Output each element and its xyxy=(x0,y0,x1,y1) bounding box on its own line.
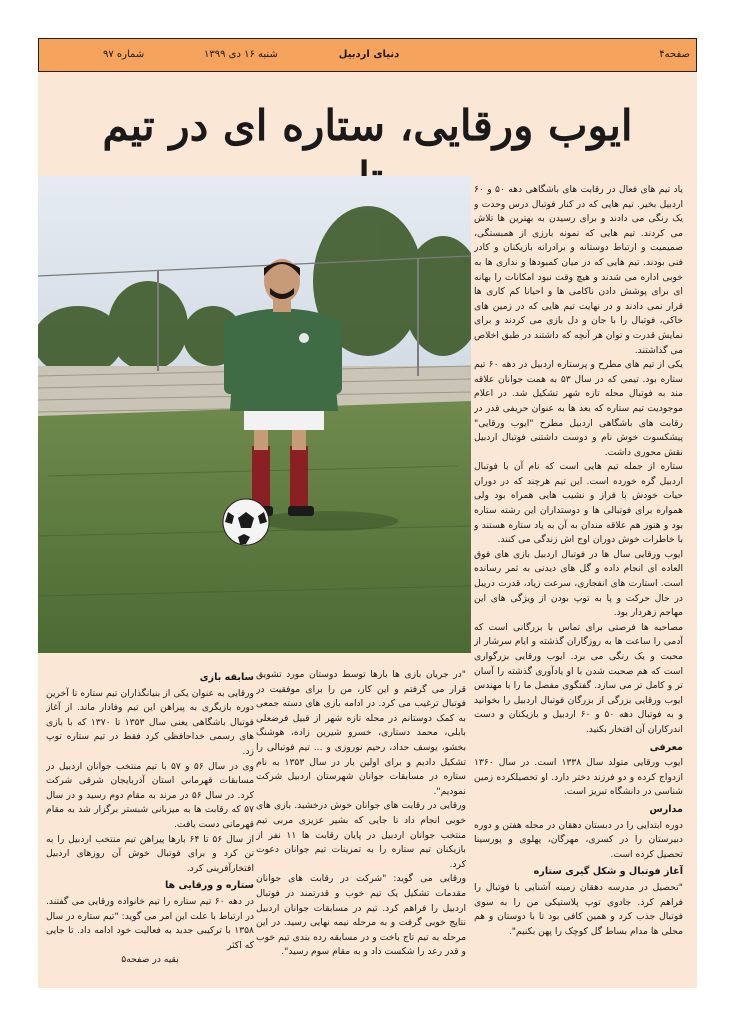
paragraph: مصاحبه ها فرصتی برای تماس با بزرگانی است که آدمی را ساعت ها به روزگاران گذشته و ایام سرشار از محبت و یک رنگی می برد. ایوب ورقایی بزرگواری است که هم صحبت شدن با او یادآوری گذشته را آسان تر و کامل تر می سازد. گفتگوی مفصل ما را با مهندس ایوب ورقایی بزرگی از بزرگان فوتبال اردبیل را بخوانید و به فوتبال دهه ۵۰ و ۶۰ اردبیل و بازیکنان و دست اندرکاران آن افتخار بکنید. xyxy=(474,621,683,735)
page-header xyxy=(38,38,697,72)
paragraph: یکی از تیم های مطرح و پرستاره اردبیل در دهه ۶۰ تیم ستاره بود. تیمی که در سال ۵۳ به همت جوانان علاقه مند به فوتبال محله تازه شهر تشکیل شد. در اعلام موجودیت تیم ستاره که بعد ها به عنوان حریفی قدر در رقابت های باشگاهی اردبیل مطرح "ایوب ورقایی" پیشکسوت خوش نام و دوست داشتنی فوتبال اردبیل نقش محوری داشت. xyxy=(474,359,683,458)
section-heading: مدارس xyxy=(649,803,683,815)
paragraph: ورقایی در رقابت های جوانان خوش درخشید. بازی های خوبی انجام داد تا جایی که بشیر عزیزی مربی تیم منتخب جوانان اردبیل در پایان رقابت ها ۱۱ نفر از بازیکنان تیم ستاره را به تمرینات تیم جوانان دعوت کرد. xyxy=(256,800,466,870)
continued-note: بقیه در صفحه۵ xyxy=(121,954,179,966)
paragraph: یاد تیم های فعال در رقابت های باشگاهی دهه ۵۰ و ۶۰ اردبیل بخیر. تیم هایی که در کنار فوتبال درس وحدت و یک رنگی می دادند و برای رسیدن به بهترین ها تلاش می کردند. تیم هایی که نمونه بارزی از همبستگی، صمیمیت و ارتباط دوستانه و برادرانه بازیکنان و کادر فنی بودند. تیم هایی که در میان کمبودها و نداری ها به خوبی اداره می شدند و هیچ وقت نبود امکانات را بهانه ای برای پوشش دادن ناکامی ها و احیانا کم کاری ها قرار نمی دادند و در نهایت تیم هایی که در زمین های خاکی، فوتبال را با جان و دل بازی می کردند و برای نمایش قدرت و توان هر آنچه که داشتند در طبق اخلاص می گذاشتند. xyxy=(474,184,683,356)
page-number: صفحه۴ xyxy=(659,49,690,60)
article-column-middle xyxy=(256,668,466,978)
paragraph: در دهه ۶۰ تیم ستاره را تیم خانواده ورقایی می گفتند. در ارتباط با علت این امر می گوید: "تیم ستاره در سال ۱۳۵۸ با ترکیبی جدید به فعالیت خود ادامه داد. تا جایی که اکثر xyxy=(46,895,254,951)
article-column-left xyxy=(46,668,254,978)
section-heading: ستاره و ورقایی ها xyxy=(164,880,254,892)
paragraph: ورقایی می گوید: "شرکت در رقابت های جوانان مقدمات تشکیل یک تیم خوب و قدرتمند در فوتبال اردبیل را فراهم کرد. تیم در مسابقات جوانان اردبیل نتایج خوبی گرفت و به مرحله نیمه نهایی رسید. در این مرحله به تیم تاج باخت و در مسابقه رده بندی تیم خوب و قدر رعد را شکست داد و به مقام سوم رسید". xyxy=(256,873,466,958)
newspaper-name: دنیای اردبیل xyxy=(338,49,400,60)
football-player-photo xyxy=(38,176,471,653)
issue-date: شنبه ۱۶ دی ۱۳۹۹ xyxy=(204,49,278,60)
article-headline: ایوب ورقایی، ستاره ای در تیم xyxy=(102,101,633,150)
section-heading: آغاز فوتبال و شکل گیری ستاره xyxy=(533,866,683,878)
paragraph: از سال ۵۶ تا ۶۴ بارها پیراهن تیم منتخب اردبیل را به تن کرد و برای فوتبال خوش آن روزهای اردبیل افتخارآفرینی کرد. xyxy=(46,833,254,874)
paragraph: وی در سال ۵۶ و ۵۷ با تیم منتخب جوانان اردبیل در مسابقات قهرمانی استان آذربایجان شرقی شرکت کرد. در سال ۵۶ در مرند به مقام دوم رسید و در سال ۵۷ که رقابت ها به میزبانی شبستر برگزار شد به مقام قهرمانی دست یافت. xyxy=(46,760,254,830)
section-heading: سابقه بازی xyxy=(199,672,254,683)
paragraph: ورقایی به عنوان یکی از بنیانگذاران تیم ستاره تا آخرین دوره بازیگری به پیراهن این تیم وفادار ماند. از آغاز فوتبال باشگاهی یعنی سال ۱۳۵۳ تا ۱۳۷۰ که با بازی های رسمی خداحافظی کرد فقط در تیم ستاره توپ زد. xyxy=(46,687,254,757)
paragraph: "تحصیل در مدرسه دهقان زمینه آشنایی با فوتبال را فراهم کرد. جادوی توپ پلاستیکی من را به سوی فوتبال جذب کرد و همین کافی بود تا با دوستان و هم محلی ها مدام بساط گل کوچک را پهن بکنیم". xyxy=(474,881,683,937)
paragraph: دوره ابتدایی را در دبستان دهقان در محله هفتن و دوره دبیرستان را در کسری، مهرگان، پهلوی و پورسینا تحصیل کرده است. xyxy=(474,819,683,860)
section-heading: معرفی xyxy=(649,741,683,753)
paragraph: ستاره از جمله تیم هایی است که نام آن با فوتبال اردبیل گره خورده است. این تیم هرچند که در دوران حیات خودش با فراز و نشیب هایی همراه بود ولی همواره برای فوتبالی ها و دوستداران این رشته ستاره بود و هنوز هم علاقه مندان به آن به یاد ستاره هستند و با خاطرات خوش دوران اوج اش زندگی می کنند. xyxy=(474,461,683,546)
paragraph: ایوب ورقایی سال ها در فوتبال اردبیل بازی های فوق العاده ای انجام داده و گل های دیدنی به ثمر رسانده است. استارت های انفجاری، سرعت زیاد، قدرت دریبل در حال حرکت و پا به توپ بودن از ویژگی های این مهاجم زهردار بود. xyxy=(474,548,683,619)
issue-number: شماره ۹۷ xyxy=(103,49,145,60)
paragraph: ایوب ورقایی متولد سال ۱۳۳۸ است. در سال ۱۳۶۰ ازدواج کرده و دو فرزند دختر دارد. او تحصیلکرده زمین شناسی در دانشگاه تبریز است. xyxy=(474,757,683,798)
article-column-right xyxy=(474,183,683,978)
paragraph: "در جریان بازی ها بارها توسط دوستان مورد تشویق قرار می گرفتم و این کار، من را برای موفقیت در فوتبال ترغیب می کرد. در ادامه بازی های دسته جمعی به کمک دوستانم در محله تازه شهر از قبیل فرضعلی بابلی، محمد دستاری، خسرو شیرین زاده، هوشنگ بخشو، یوسف حداد، رحیم نوروزی و ... تیم فوتبالی را تشکیل دادیم و برای اولین بار در سال ۱۳۵۳ به نام ستاره در مسابقات جوانان شهرستان اردبیل شرکت نمودیم". xyxy=(256,669,466,797)
